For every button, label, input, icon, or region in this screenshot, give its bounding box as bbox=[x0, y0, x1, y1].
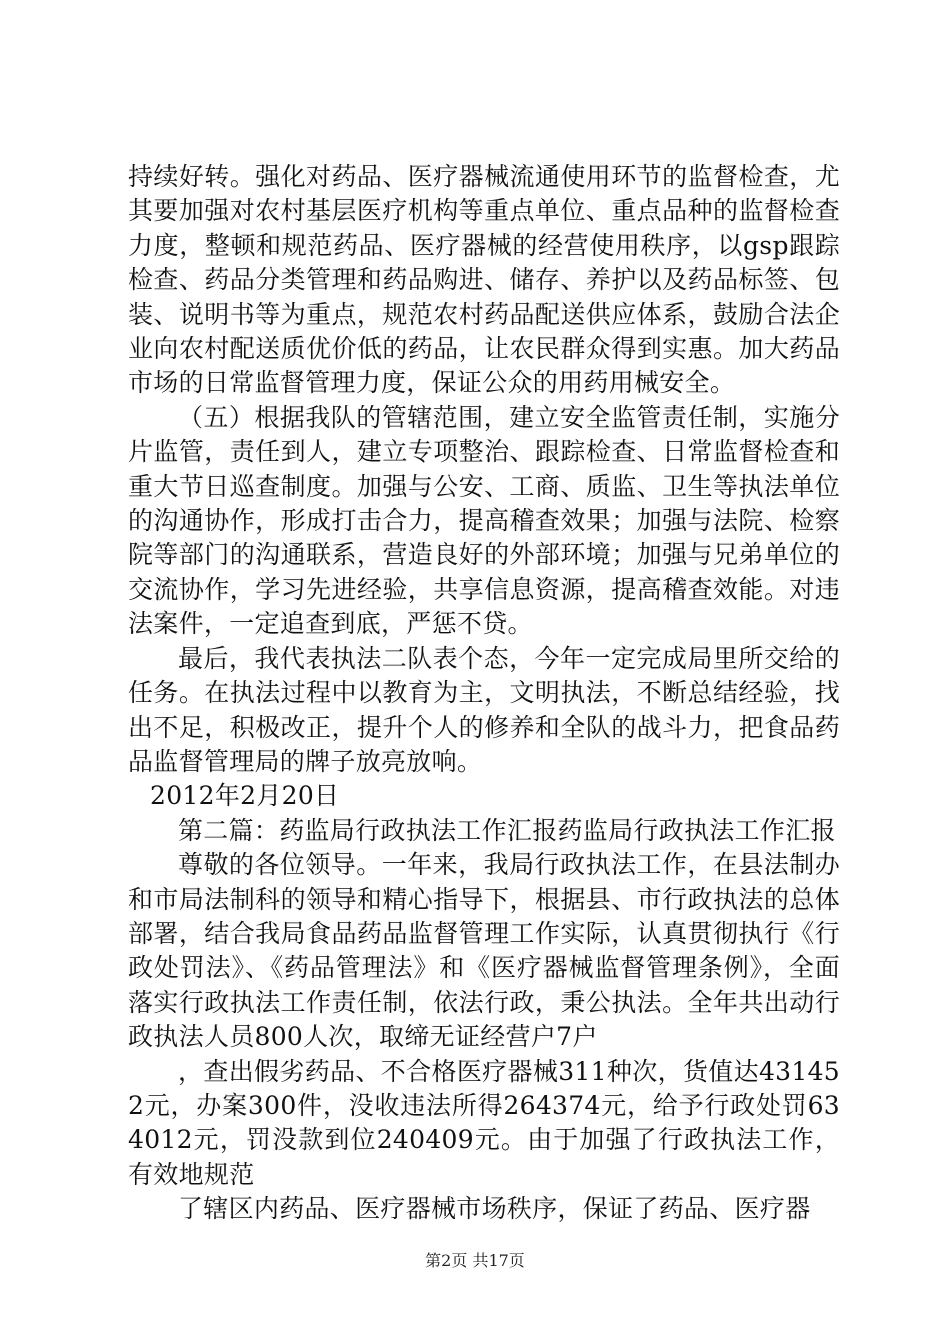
section-heading: 第二篇：药监局行政执法工作汇报药监局行政执法工作汇报 bbox=[178, 815, 836, 845]
document-body bbox=[128, 160, 840, 1227]
paragraph-closing: 最后，我代表执法二队表个态，今年一定完成局里所交给的任务。在执法过程中以教育为主，文明执法，不断总结经验，找出不足，积极改正，提升个人的修养和全队的战斗力，把食品药品监督管理局的牌子放亮放响。 bbox=[128, 643, 840, 776]
paragraph-report-stats: ，查出假劣药品、不合格医疗器械311种次，货值达431452元，办案300件，没收违法所得264374元，给予行政处罚634012元，罚没款到位240409元。由于加强了行政执法工作，有效地规范 bbox=[128, 1056, 840, 1189]
paragraph-section-five: （五）根据我队的管辖范围，建立安全监管责任制，实施分片监管，责任到人，建立专项整治、跟踪检查、日常监督检查和重大节日巡查制度。加强与公安、工商、质监、卫生等执法单位的沟通协作，形成打击合力，提高稽查效果；加强与法院、检察院等部门的沟通联系，营造良好的外部环境；加强与兄弟单位的交流协作，学习先进经验，共享信息资源，提高稽查效能。对违法案件，一定追查到底，严惩不贷。 bbox=[128, 402, 840, 639]
paragraph-report-intro: 尊敬的各位领导。一年来，我局行政执法工作，在县法制办和市局法制科的领导和精心指导下，根据县、市行政执法的总体部署，结合我局食品药品监督管理工作实际，认真贯彻执行《行政处罚法》、《药品管理法》和《医疗器械监督管理条例》，全面落实行政执法工作责任制，依法行政，秉公执法。全年共出动行政执法人员800人次，取缔无证经营户7户 bbox=[128, 850, 840, 1052]
paragraph-report-continued: 了辖区内药品、医疗器械市场秩序，保证了药品、医疗器 bbox=[178, 1194, 811, 1224]
page-number: 第2页 共17页 bbox=[425, 1251, 525, 1270]
paragraph-continuation: 持续好转。强化对药品、医疗器械流通使用环节的监督检查，尤其要加强对农村基层医疗机构等重点单位、重点品种的监督检查力度，整顿和规范药品、医疗器械的经营使用秩序，以gsp跟踪检查、药品分类管理和药品购进、储存、养护以及药品标签、包装、说明书等为重点，规范农村药品配送供应体系，鼓励合法企业向农村配送质优价低的药品，让农民群众得到实惠。加大药品市场的日常监督管理力度，保证公众的用药用械安全。 bbox=[128, 162, 840, 398]
date-line: 2012年2月20日 bbox=[150, 781, 340, 811]
